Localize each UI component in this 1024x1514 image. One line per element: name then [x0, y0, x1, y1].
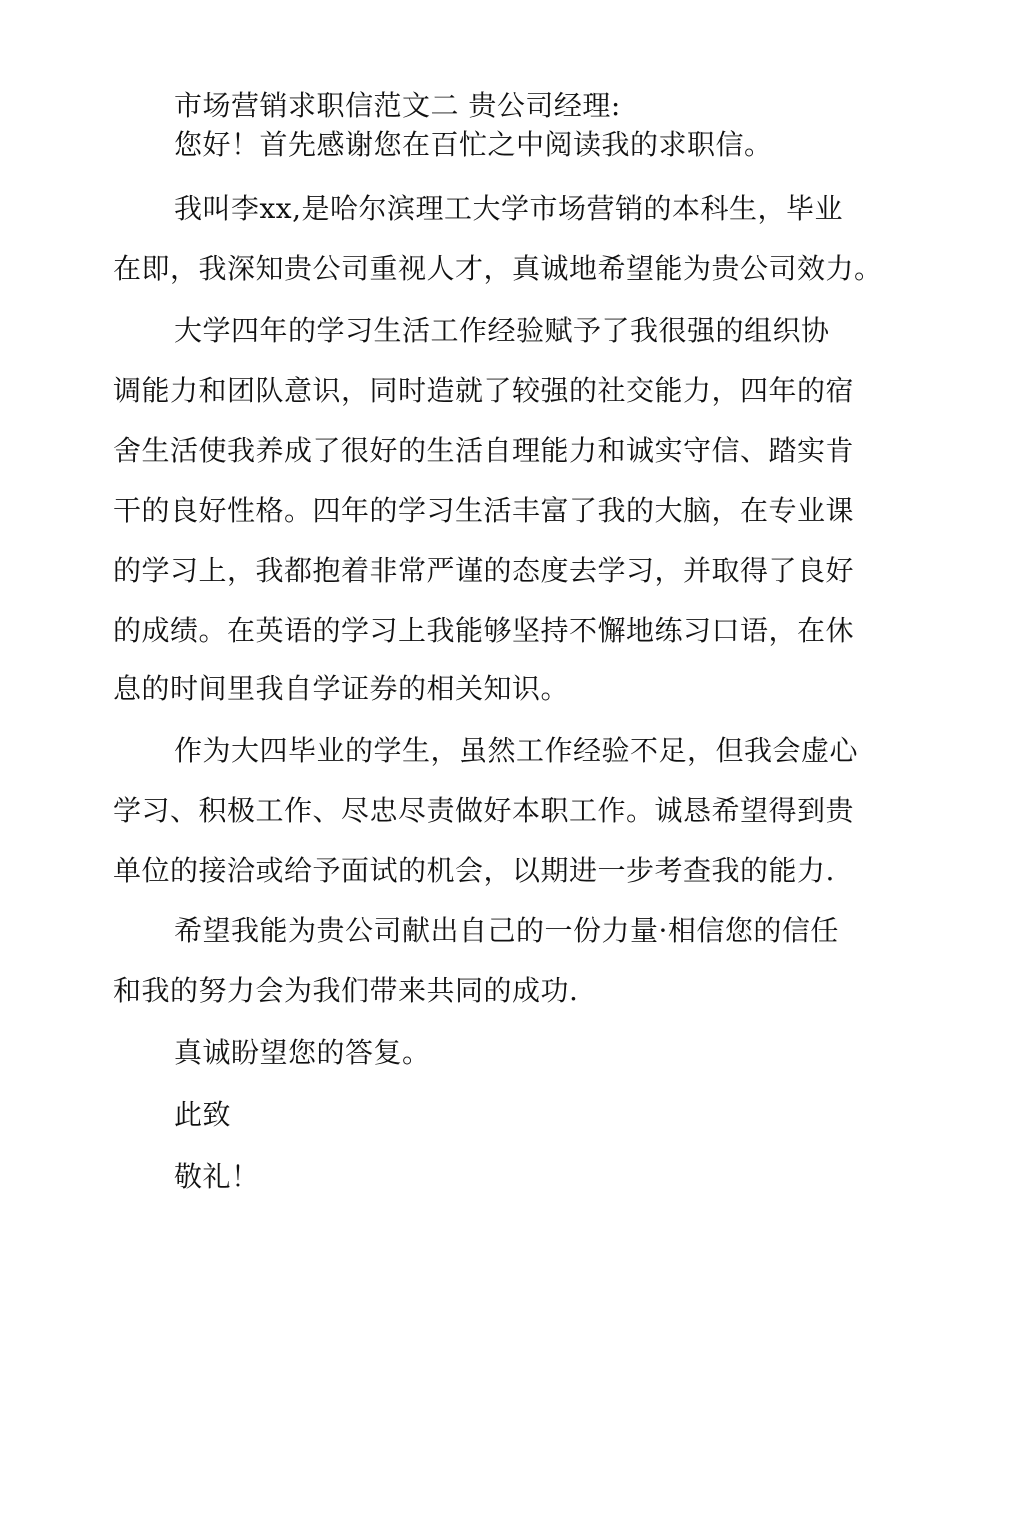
paragraph-line: 在即，我深知贵公司重视人才，真诚地希望能为贵公司效力。 [113, 252, 883, 285]
paragraph-line: 干的良好性格。四年的学习生活丰富了我的大脑，在专业课 [113, 494, 855, 527]
closing-regards: 敬礼！ [174, 1160, 260, 1193]
paragraph-line: 舍生活使我养成了很好的生活自理能力和诚实守信、踏实肯 [113, 434, 855, 467]
paragraph-line: 希望我能为贵公司献出自己的一份力量·相信您的信任 [174, 914, 839, 947]
closing-salutation: 此致 [174, 1098, 232, 1131]
paragraph-line: 和我的努力会为我们带来共同的成功. [113, 974, 579, 1007]
greeting-line: 您好！首先感谢您在百忙之中阅读我的求职信。 [174, 128, 773, 161]
paragraph-line: 大学四年的学习生活工作经验赋予了我很强的组织协 [174, 314, 830, 347]
paragraph-line: 我叫李xx,是哈尔滨理工大学市场营销的本科生，毕业 [174, 192, 843, 225]
paragraph-line: 单位的接洽或给予面试的机会，以期进一步考查我的能力. [113, 854, 835, 887]
paragraph-line: 作为大四毕业的学生，虽然工作经验不足，但我会虚心 [174, 734, 859, 767]
paragraph-line: 的成绩。在英语的学习上我能够坚持不懈地练习口语，在休 [113, 614, 855, 647]
paragraph-line: 的学习上，我都抱着非常严谨的态度去学习，并取得了良好 [113, 554, 855, 587]
paragraph-line: 学习、积极工作、尽忠尽责做好本职工作。诚恳希望得到贵 [113, 794, 855, 827]
closing-wish: 真诚盼望您的答复。 [174, 1036, 431, 1069]
paragraph-line: 息的时间里我自学证券的相关知识。 [113, 672, 570, 705]
title-line: 市场营销求职信范文二 贵公司经理: [174, 89, 621, 122]
paragraph-line: 调能力和团队意识，同时造就了较强的社交能力，四年的宿 [113, 374, 855, 407]
